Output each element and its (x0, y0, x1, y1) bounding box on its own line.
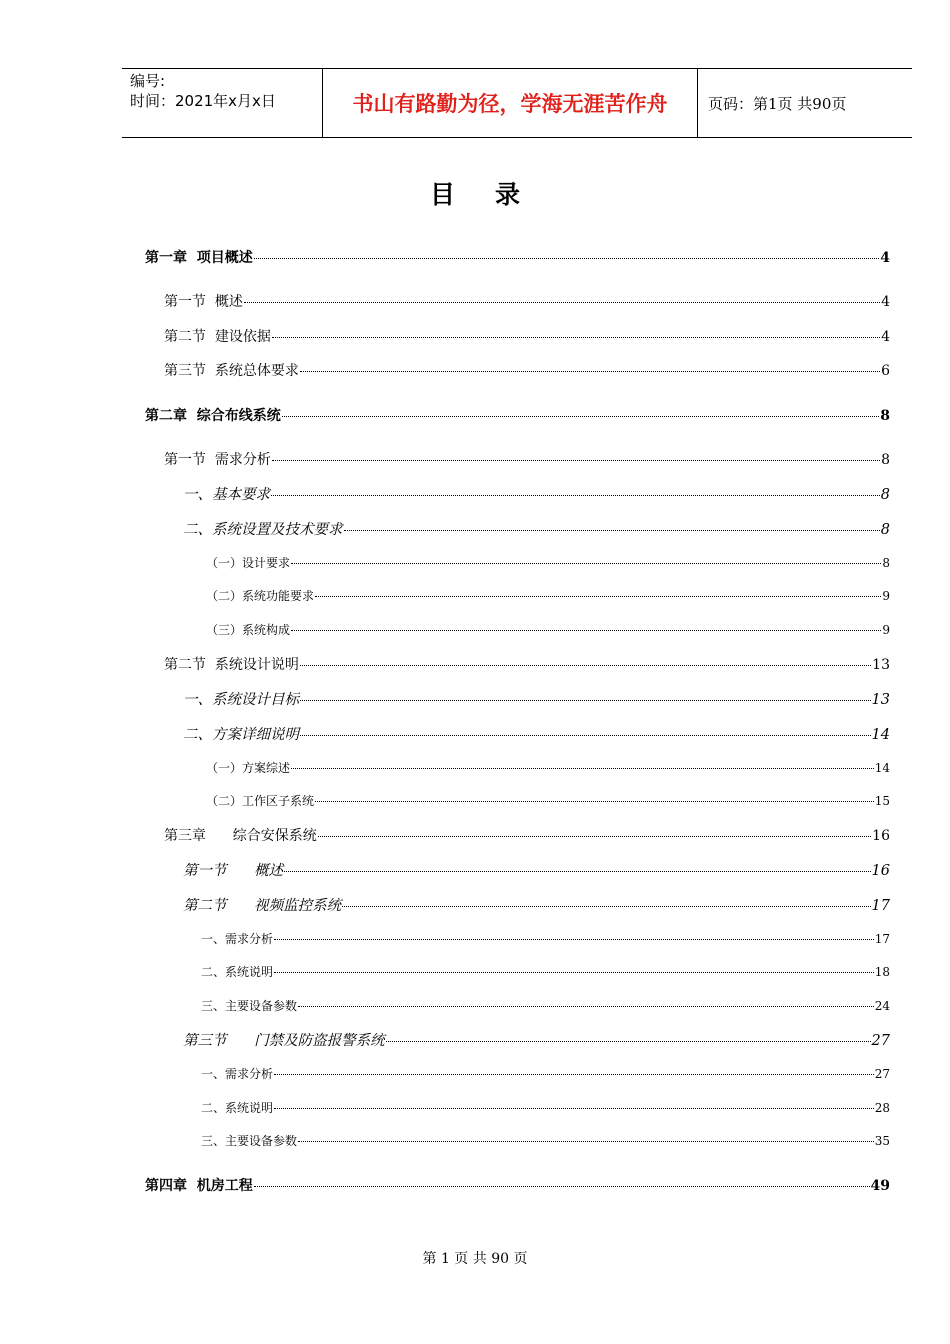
toc-entry-label: （一）设计要求 (206, 556, 291, 570)
toc-entry-page: 49 (870, 1178, 890, 1194)
toc-entry-page: 35 (874, 1134, 890, 1148)
toc-entry[interactable] (183, 688, 890, 709)
toc-entry-label: （二）工作区子系统 (206, 794, 315, 808)
toc-leader (274, 939, 874, 940)
toc-leader (254, 258, 880, 259)
toc-entry-label: 一、系统设计目标 (183, 692, 299, 708)
toc-entry-label: 第二节 建设依据 (164, 329, 271, 345)
toc-leader (272, 460, 880, 461)
toc-entry-label: 一、需求分析 (201, 1067, 274, 1081)
page-footer: 第 1 页 共 90 页 (422, 1251, 528, 1267)
toc-entry-page: 16 (872, 828, 890, 844)
toc-entry[interactable] (206, 587, 890, 604)
toc-entry-page: 9 (882, 623, 890, 637)
toc-entry-label: 第四章 机房工程 (145, 1178, 253, 1194)
toc-leader (315, 801, 874, 802)
toc-leader (284, 871, 870, 872)
toc-entry-label: 二、系统说明 (201, 1101, 274, 1115)
toc-entry[interactable] (201, 930, 890, 947)
toc-entry[interactable] (201, 997, 890, 1014)
toc-leader (300, 700, 871, 701)
toc-entry[interactable] (183, 518, 890, 539)
toc-entry-label: 第三节 系统总体要求 (164, 363, 299, 379)
toc-entry[interactable] (206, 792, 890, 809)
header-motto: 书山有路勤为径，学海无涯苦作舟 (323, 69, 698, 137)
toc-entry-page: 4 (880, 250, 890, 266)
toc-leader (271, 495, 880, 496)
header-left-cell (122, 69, 323, 137)
toc-entry[interactable] (164, 449, 890, 469)
toc-leader (244, 302, 880, 303)
toc-entry-page: 9 (882, 589, 890, 603)
toc-leader (298, 1141, 874, 1142)
toc-entry-label: （三）系统构成 (206, 623, 291, 637)
toc-leader (344, 530, 880, 531)
toc-leader (315, 596, 881, 597)
toc-entry[interactable] (183, 1029, 890, 1050)
toc-leader (386, 1041, 871, 1042)
toc-entry-page: 18 (874, 965, 890, 979)
toc-entry-page: 27 (874, 1067, 890, 1081)
toc-entry-label: 第三章 综合安保系统 (164, 828, 317, 844)
toc-entry-label: 第一节 需求分析 (164, 452, 271, 468)
toc-entry[interactable] (183, 859, 890, 880)
toc-entry-page: 17 (871, 898, 890, 914)
toc-entry-page: 4 (881, 329, 890, 345)
toc-entry[interactable] (201, 1132, 890, 1149)
toc-entry[interactable] (183, 723, 890, 744)
toc-entry-label: 一、需求分析 (201, 932, 274, 946)
toc-leader (298, 1006, 874, 1007)
toc-leader (274, 1074, 874, 1075)
toc-entry[interactable] (145, 405, 890, 425)
toc-entry-label: 二、方案详细说明 (183, 727, 299, 743)
toc-entry[interactable] (201, 1065, 890, 1082)
toc-leader (342, 906, 870, 907)
toc-entry-page: 13 (872, 657, 890, 673)
toc-entry-page: 14 (871, 727, 890, 743)
toc-entry-page: 14 (874, 761, 890, 775)
toc-entry-label: 第二节 视频监控系统 (183, 898, 342, 914)
toc-entry-page: 27 (871, 1033, 890, 1049)
toc-entry[interactable] (201, 1099, 890, 1116)
toc-leader (254, 1186, 870, 1187)
toc-entry-page: 13 (871, 692, 890, 708)
toc-entry-label: 三、主要设备参数 (201, 1134, 298, 1148)
toc-entry-page: 15 (874, 794, 890, 808)
toc-entry[interactable] (164, 360, 890, 380)
toc-entry[interactable] (183, 894, 890, 915)
toc-entry-page: 8 (882, 556, 890, 570)
toc-entry-page: 8 (880, 408, 890, 424)
page-header (122, 68, 912, 138)
toc-entry-page: 6 (881, 363, 890, 379)
toc-leader (291, 563, 881, 564)
toc-leader (300, 371, 880, 372)
toc-entry-label: （一）方案综述 (206, 761, 291, 775)
doc-time-label: 时间：2021年x月x日 (130, 92, 276, 110)
toc-entry[interactable] (145, 247, 890, 267)
toc-entry[interactable] (164, 654, 890, 674)
toc-entry-page: 17 (874, 932, 890, 946)
toc-entry-label: 第一节 概述 (164, 294, 243, 310)
toc-entry-label: 第二章 综合布线系统 (145, 408, 281, 424)
toc-entry-label: 第二节 系统设计说明 (164, 657, 299, 673)
toc-entry-label: 第三节 门禁及防盗报警系统 (183, 1033, 385, 1049)
toc-entry-page: 16 (871, 863, 890, 879)
toc-entry-page: 8 (880, 487, 890, 503)
header-page-info: 页码：第1页 共90页 (708, 94, 847, 113)
toc-entry-page: 8 (880, 522, 890, 538)
toc-entry[interactable] (206, 621, 890, 638)
toc-leader (274, 1108, 874, 1109)
toc-leader (274, 972, 874, 973)
toc-entry-page: 8 (881, 452, 890, 468)
toc-entry-label: 第一节 概述 (183, 863, 284, 879)
toc-entry[interactable] (201, 963, 890, 980)
toc-entry-label: 第一章 项目概述 (145, 250, 253, 266)
toc-entry[interactable] (206, 554, 890, 571)
toc-leader (300, 665, 871, 666)
toc-leader (282, 416, 880, 417)
toc-entry-label: 二、系统设置及技术要求 (183, 522, 343, 538)
toc-entry[interactable] (145, 1175, 890, 1195)
toc-entry-label: 三、主要设备参数 (201, 999, 298, 1013)
toc-entry-page: 28 (874, 1101, 890, 1115)
toc-entry-label: 一、基本要求 (183, 487, 270, 503)
toc-leader (291, 768, 874, 769)
toc-entry-page: 24 (874, 999, 890, 1013)
toc-entry[interactable] (164, 291, 890, 311)
toc-title: 目录 (429, 180, 560, 209)
toc-entry-page: 4 (881, 294, 890, 310)
toc-entry[interactable] (164, 326, 890, 346)
toc-leader (300, 735, 871, 736)
toc-leader (291, 630, 881, 631)
toc-leader (272, 337, 880, 338)
toc-entry[interactable] (164, 825, 890, 845)
toc-entry-label: 二、系统说明 (201, 965, 274, 979)
toc-entry[interactable] (206, 759, 890, 776)
toc-entry[interactable] (183, 483, 890, 504)
toc-leader (318, 836, 871, 837)
toc-entry-label: （二）系统功能要求 (206, 589, 315, 603)
doc-number-label: 编号: (130, 72, 166, 90)
